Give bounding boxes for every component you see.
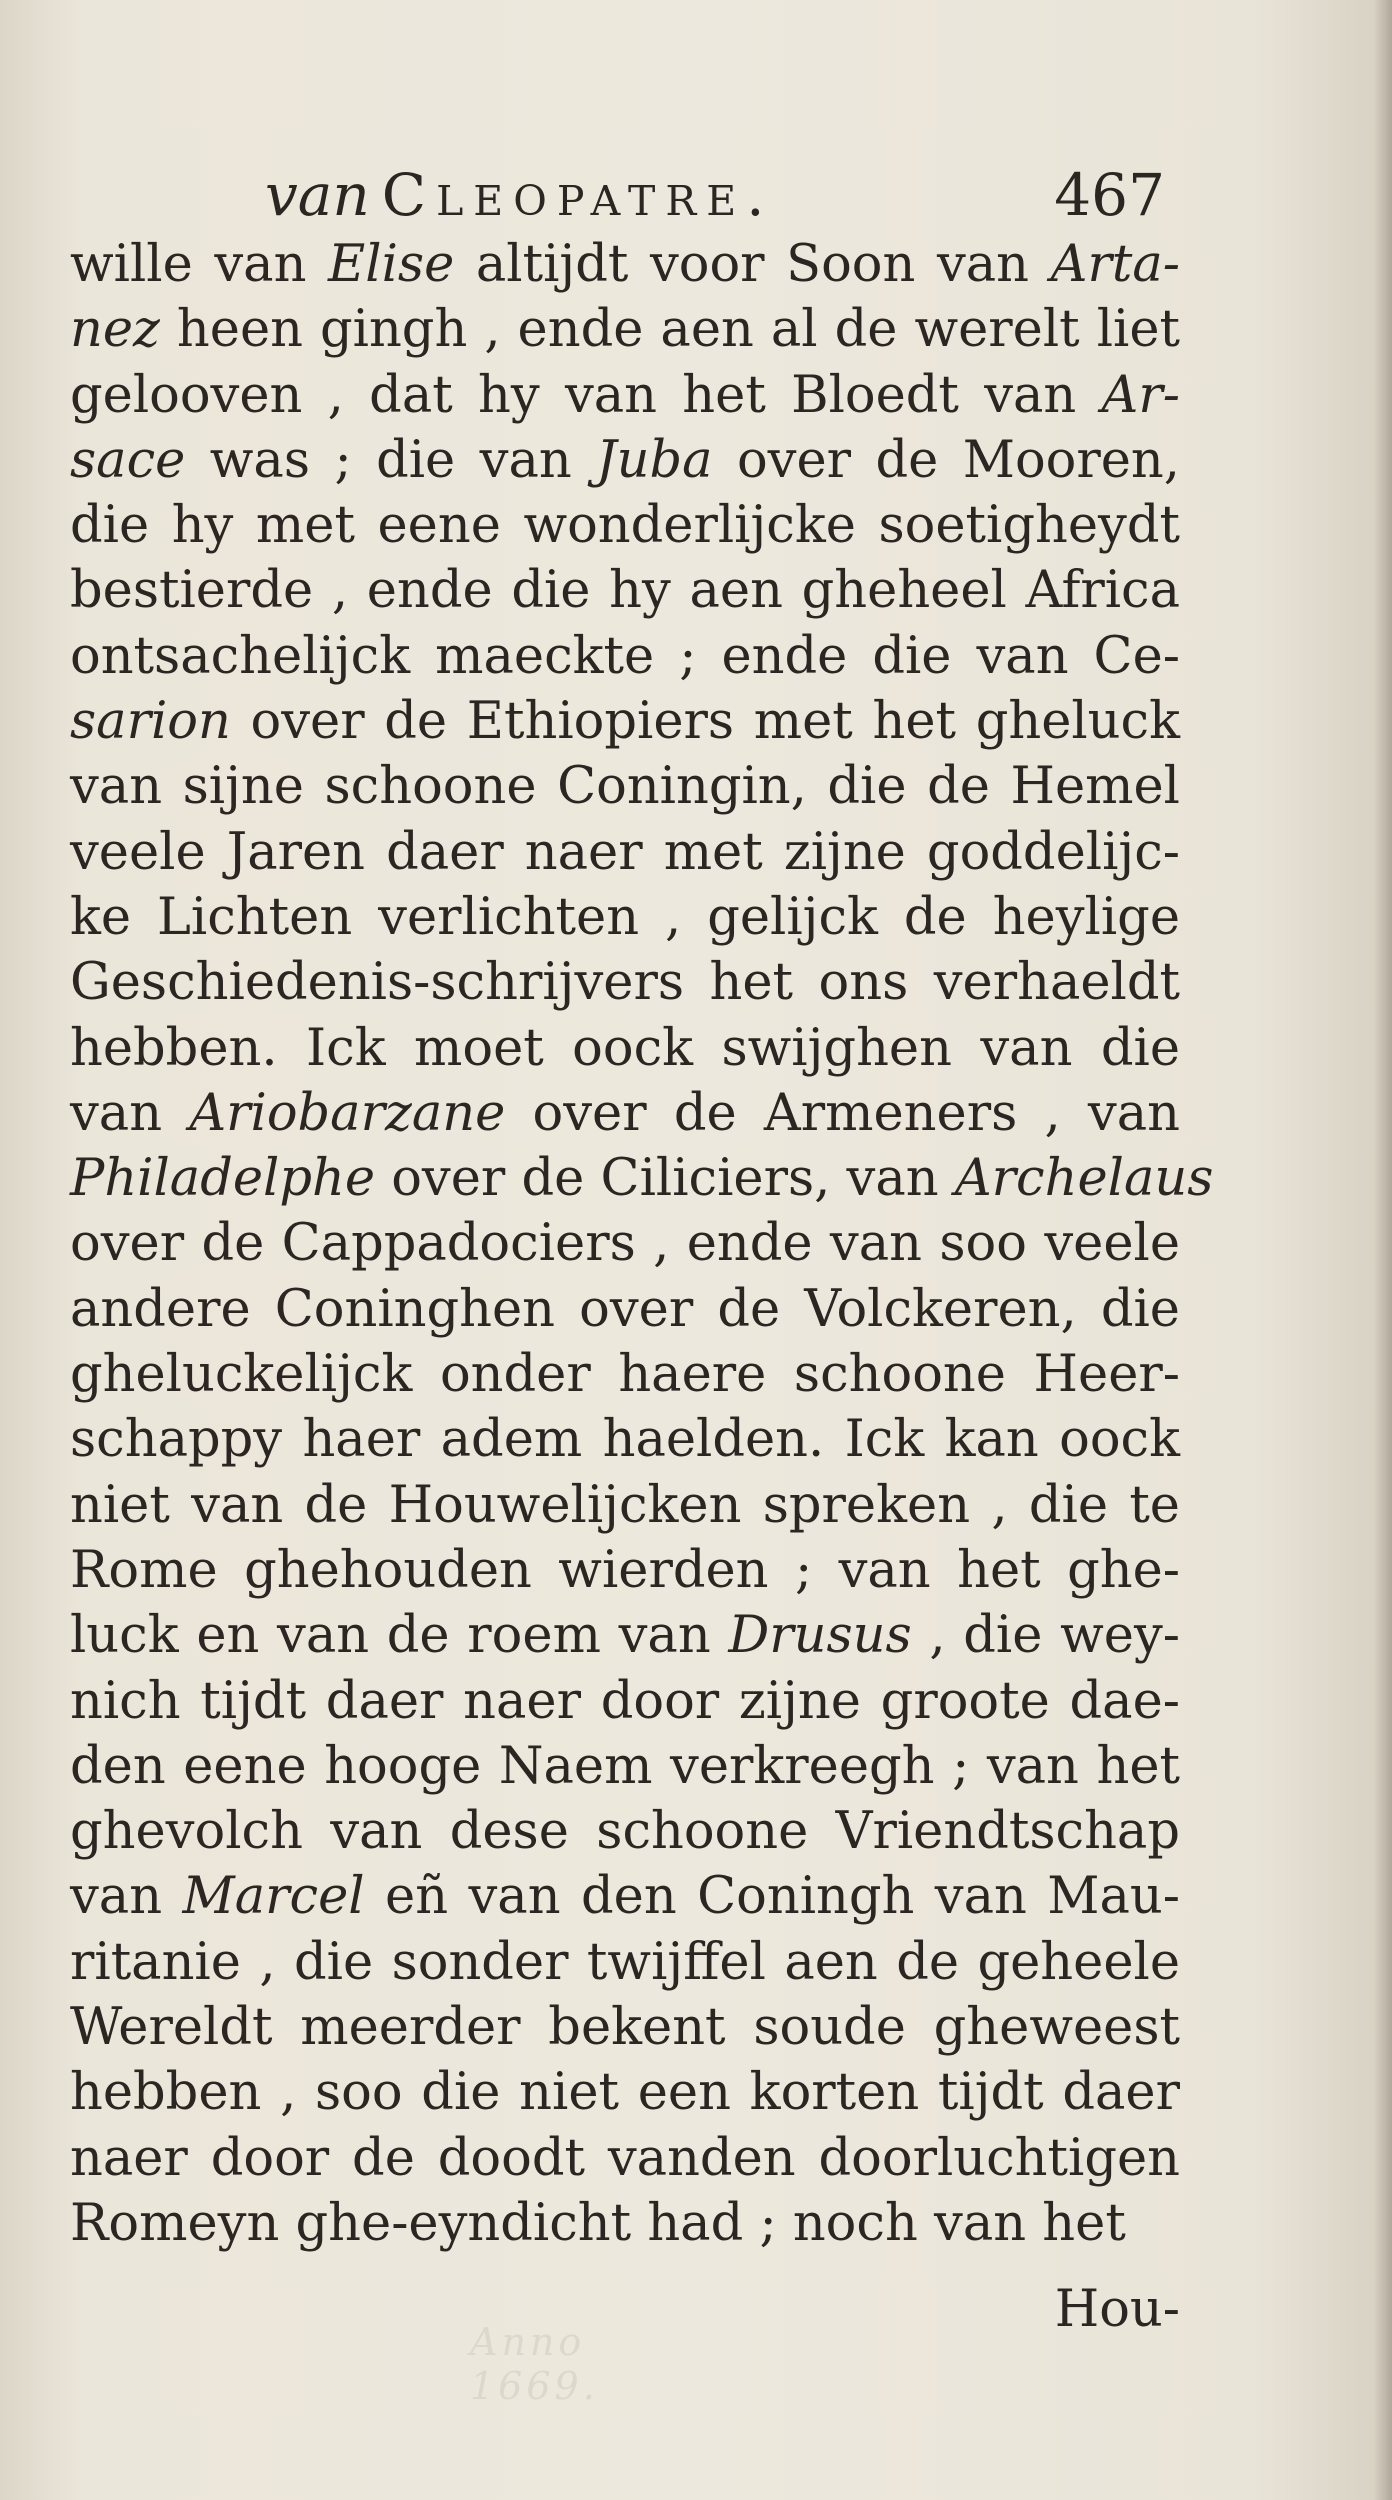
- text-line: van sijne schoone Coningin, die de Hemel: [70, 757, 1180, 817]
- text-line: wille van Elise altijdt voor Soon van Arta-: [70, 235, 1180, 294]
- text-line: ontsachelijck maeckte ; ende die van Ce-: [70, 626, 1180, 686]
- text-line: nez heen gingh , ende aen al de werelt liet: [70, 300, 1180, 360]
- running-head-prefix: van: [265, 161, 370, 229]
- body-text: [70, 232, 1214, 2256]
- text-line: naer door de doodt vanden doorluchtigen: [70, 2128, 1180, 2188]
- page-edge-shadow: [1374, 0, 1392, 2500]
- text-line: Wereldt meerder bekent soude gheweest: [70, 1998, 1180, 2058]
- text-line: sace was ; die van Juba over de Mooren,: [70, 430, 1180, 490]
- text-line: bestierde , ende die hy aen gheheel Africa: [70, 561, 1180, 621]
- italic-name: Marcel: [182, 1867, 365, 1927]
- italic-name: Philadelphe: [70, 1149, 376, 1209]
- text-line: gelooven , dat hy van het Bloedt van Ar-: [70, 365, 1180, 425]
- italic-name: Ar-: [1101, 365, 1180, 425]
- text-line: schappy haer adem haelden. Ick kan oock: [70, 1410, 1180, 1470]
- text-line: over de Cappadociers , ende van soo veele: [70, 1214, 1180, 1274]
- page-number: 467: [1054, 161, 1165, 229]
- italic-name: Juba: [596, 430, 713, 490]
- text-line: veele Jaren daer naer met zijne goddelijc-: [70, 822, 1180, 882]
- text-line: Philadelphe over de Ciliciers, van Archelaus: [70, 1149, 1214, 1209]
- catchword: Hou-: [1054, 2280, 1180, 2339]
- text-line: den eene hooge Naem verkreegh ; van het: [70, 1736, 1180, 1796]
- text-line: nich tijdt daer naer door zijne groote dae-: [70, 1671, 1180, 1731]
- text-line: die hy met eene wonderlijcke soetigheydt: [70, 496, 1180, 556]
- italic-name: Drusus: [728, 1606, 912, 1666]
- text-line: andere Coninghen over de Volckeren, die: [70, 1279, 1180, 1339]
- text-line: Romeyn ghe-eyndicht had ; noch van het: [70, 2193, 1126, 2253]
- text-line: luck en van de roem van Drusus , die wey-: [70, 1606, 1180, 1666]
- text-line: Rome ghehouden wierden ; van het ghe-: [70, 1540, 1180, 1600]
- italic-name: Archelaus: [954, 1149, 1214, 1209]
- italic-name: Ariobarzane: [189, 1083, 506, 1143]
- text-line: hebben , soo die niet een korten tijdt daer: [70, 2063, 1180, 2123]
- text-line: van Marcel eñ van den Coningh van Mau-: [70, 1867, 1180, 1927]
- text-line: gheluckelijck onder haere schoone Heer-: [70, 1345, 1180, 1405]
- running-head: [265, 150, 1185, 240]
- running-head-title: Cleopatre.: [381, 161, 775, 229]
- text-line: ritanie , die sonder twijffel aen de geheele: [70, 1932, 1180, 1992]
- italic-name: sarion: [70, 692, 231, 752]
- text-line: Geschiedenis-schrijvers het ons verhaeldt: [70, 953, 1180, 1013]
- text-line: ke Lichten verlichten , gelijck de heylige: [70, 887, 1180, 947]
- text-line: hebben. Ick moet oock swijghen van die: [70, 1018, 1180, 1078]
- text-line: ghevolch van dese schoone Vriendtschap: [70, 1802, 1180, 1862]
- show-through-text: Anno 1669.: [470, 2320, 599, 2408]
- text-line: van Ariobarzane over de Armeners , van: [70, 1083, 1180, 1143]
- text-line: sarion over de Ethiopiers met het gheluck: [70, 692, 1180, 752]
- italic-name: Arta-: [1050, 235, 1180, 294]
- text-line: niet van de Houwelijcken spreken , die te: [70, 1475, 1180, 1535]
- italic-name: Elise: [328, 235, 455, 294]
- italic-name: sace: [70, 430, 186, 490]
- italic-name: nez: [70, 300, 160, 360]
